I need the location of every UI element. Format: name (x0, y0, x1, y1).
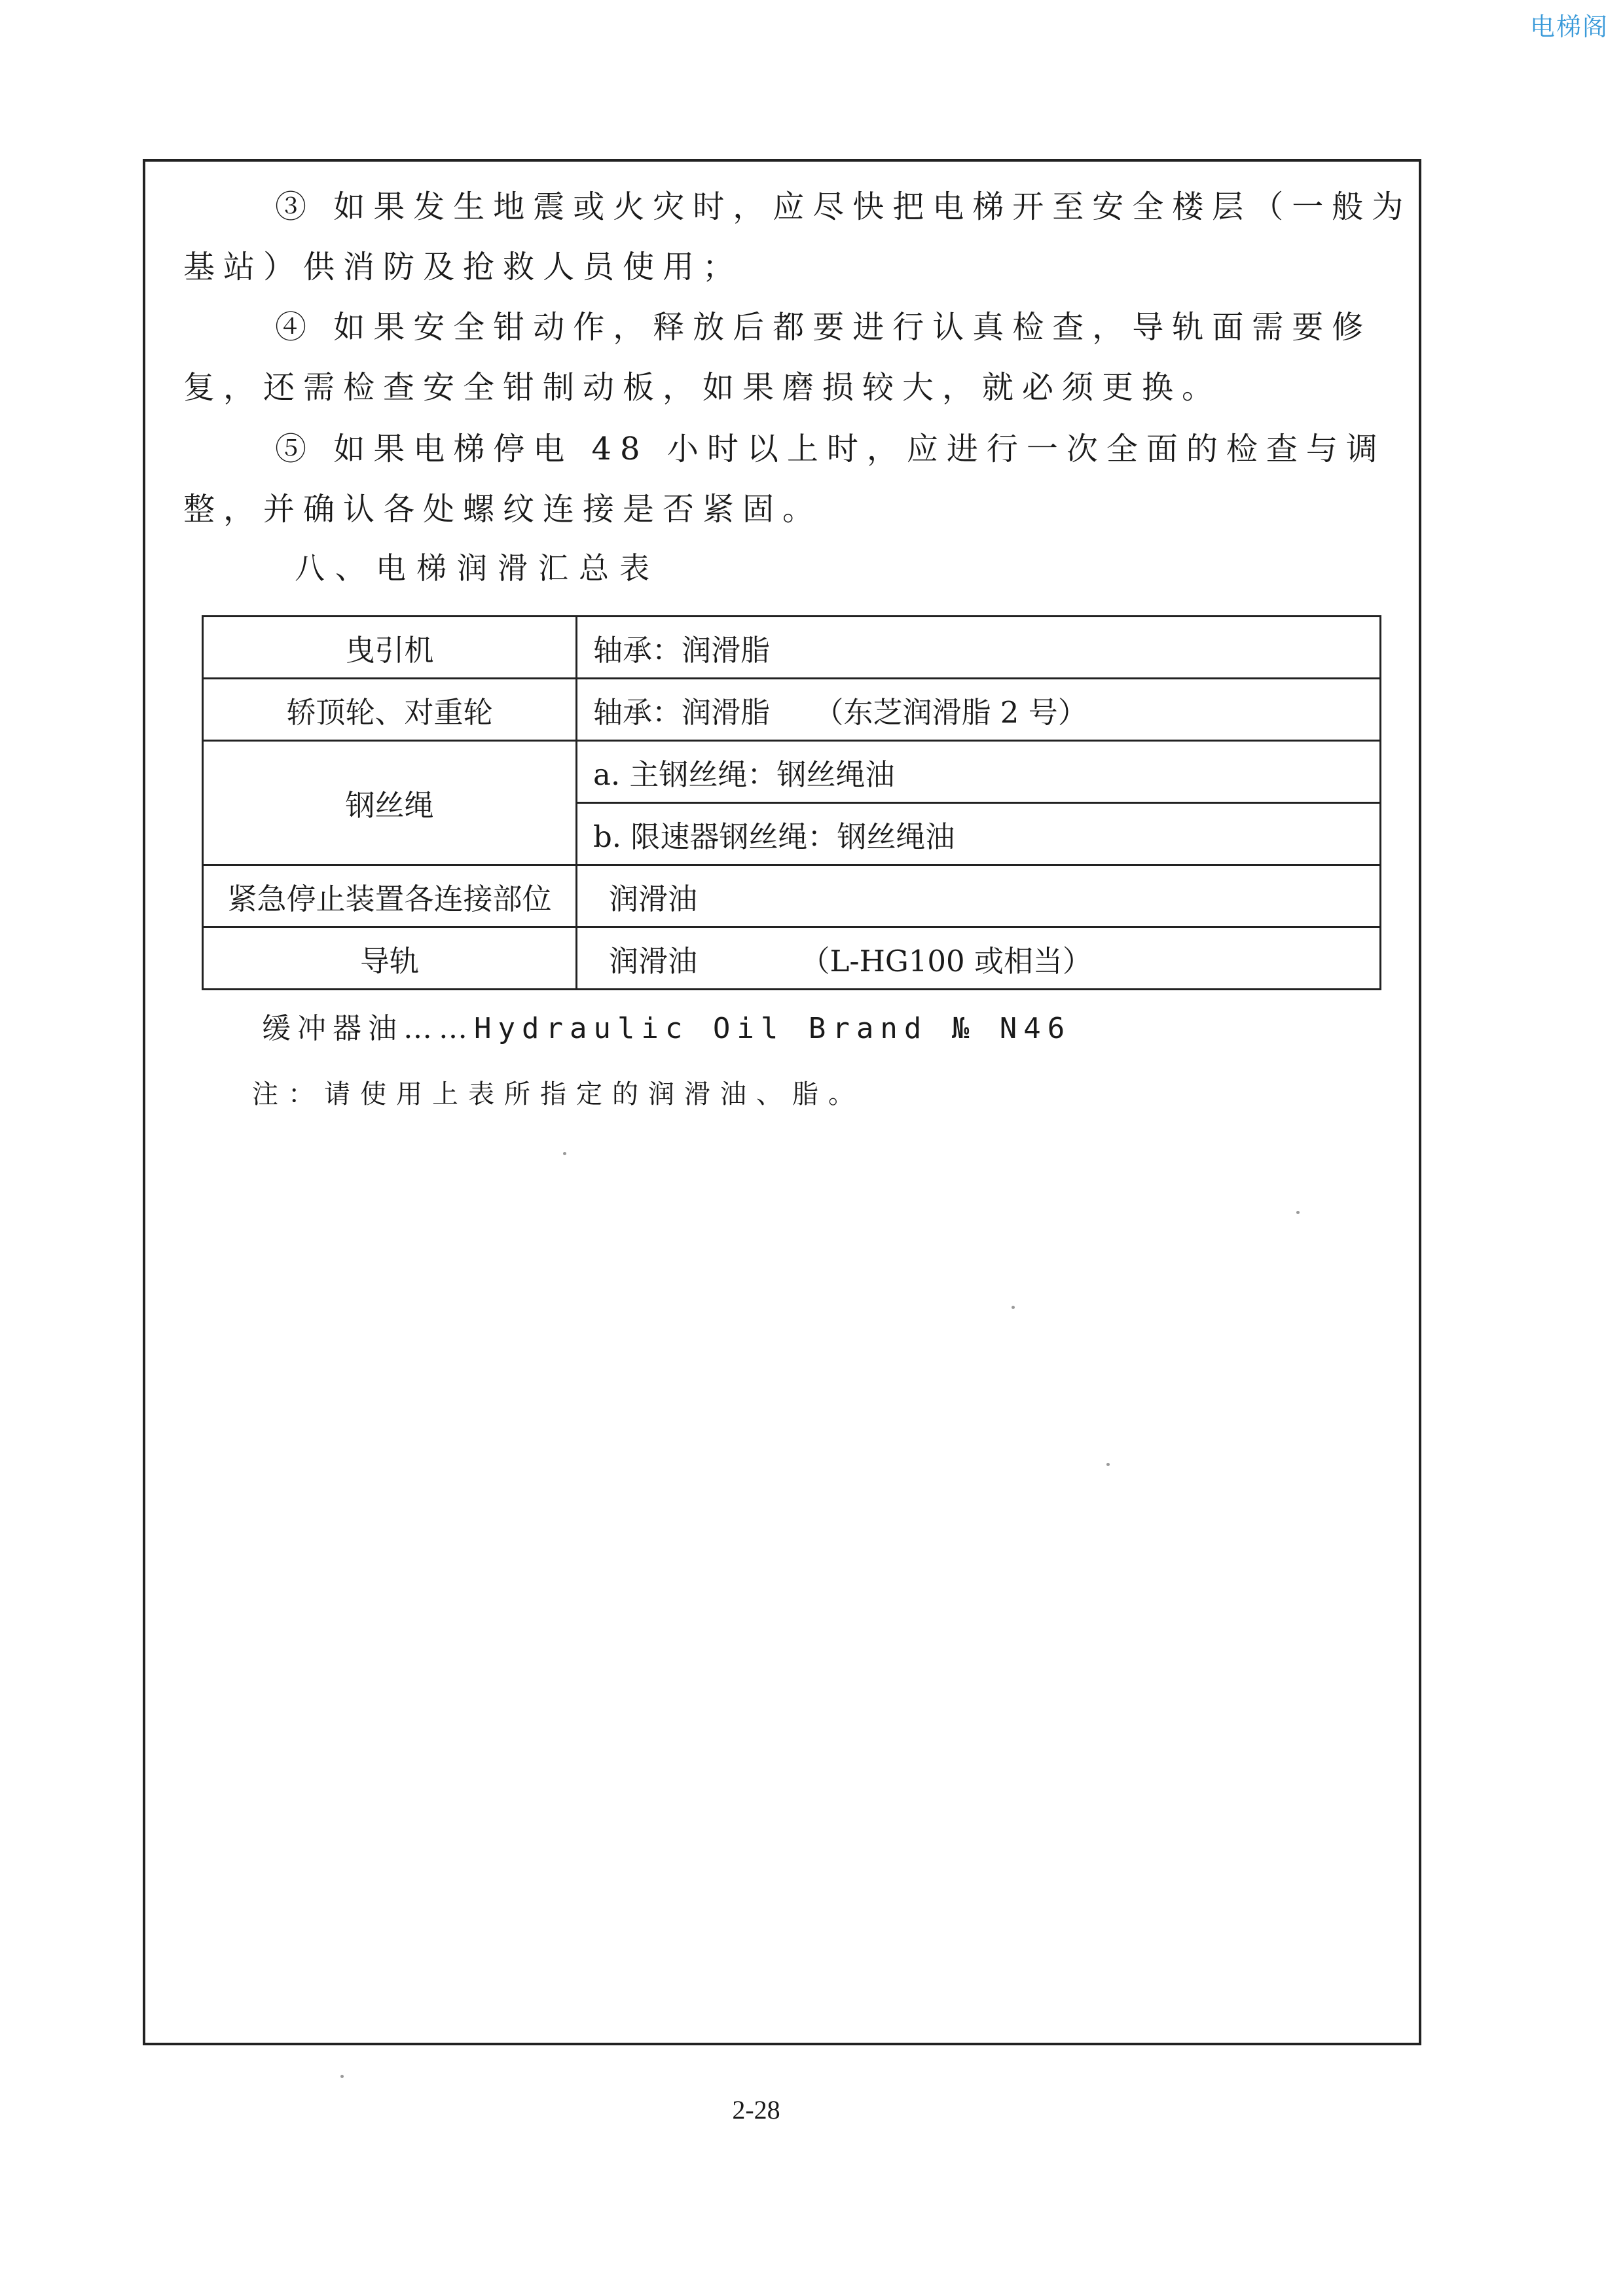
lubrication-table (202, 615, 1381, 990)
table-row (203, 741, 1381, 803)
scan-speck (1296, 1211, 1300, 1214)
table-cell-spec: 轴承：润滑脂 (577, 617, 1381, 679)
table-cell-part: 钢丝绳 (203, 741, 577, 865)
paragraph-power-outage: ⑤ 如果电梯停电 48 小时以上时，应进行一次全面的检查与调整，并确认各处螺纹连接是否紧固。 (183, 431, 1386, 528)
table-cell-spec: 轴承：润滑脂 （东芝润滑脂 2 号） (577, 679, 1381, 741)
page-number: 2-28 (732, 2095, 780, 2125)
table-cell-part: 轿顶轮、对重轮 (203, 679, 577, 741)
buffer-oil-value: Hydraulic Oil Brand № N46 (474, 1012, 1072, 1045)
table-note: 注：请使用上表所指定的润滑油、脂。 (252, 1079, 864, 1109)
scan-speck (563, 1152, 566, 1155)
scan-speck (1012, 1306, 1015, 1309)
paragraph-earthquake-fire: ③ 如果发生地震或火灾时，应尽快把电梯开至安全楼层（一般为基站）供消防及抢救人员使用； (183, 188, 1412, 285)
table-cell-part: 曳引机 (203, 617, 577, 679)
table-cell-part: 紧急停止装置各连接部位 (203, 865, 577, 927)
scan-speck (340, 2075, 344, 2078)
table-row (203, 679, 1381, 741)
section-heading: 八、电梯润滑汇总表 (295, 550, 660, 586)
buffer-oil-line (262, 1005, 1071, 1047)
watermark: 电梯阁 (1529, 12, 1609, 41)
table-row (203, 617, 1381, 679)
buffer-oil-label: 缓冲器油…… (262, 1012, 474, 1045)
table-row (203, 927, 1381, 990)
table-cell-spec: b. 限速器钢丝绳：钢丝绳油 (577, 803, 1381, 865)
paragraph-safety-gear: ④ 如果安全钳动作，释放后都要进行认真检查，导轨面需要修复，还需检查安全钳制动板，如果磨损较大，就必须更换。 (183, 309, 1372, 406)
table-cell-spec: 润滑油 （L-HG100 或相当） (577, 927, 1381, 990)
table-row (203, 865, 1381, 927)
table-cell-part: 导轨 (203, 927, 577, 990)
table-cell-spec: a. 主钢丝绳：钢丝绳油 (577, 741, 1381, 803)
table-cell-spec: 润滑油 (577, 865, 1381, 927)
scan-speck (1106, 1463, 1110, 1466)
